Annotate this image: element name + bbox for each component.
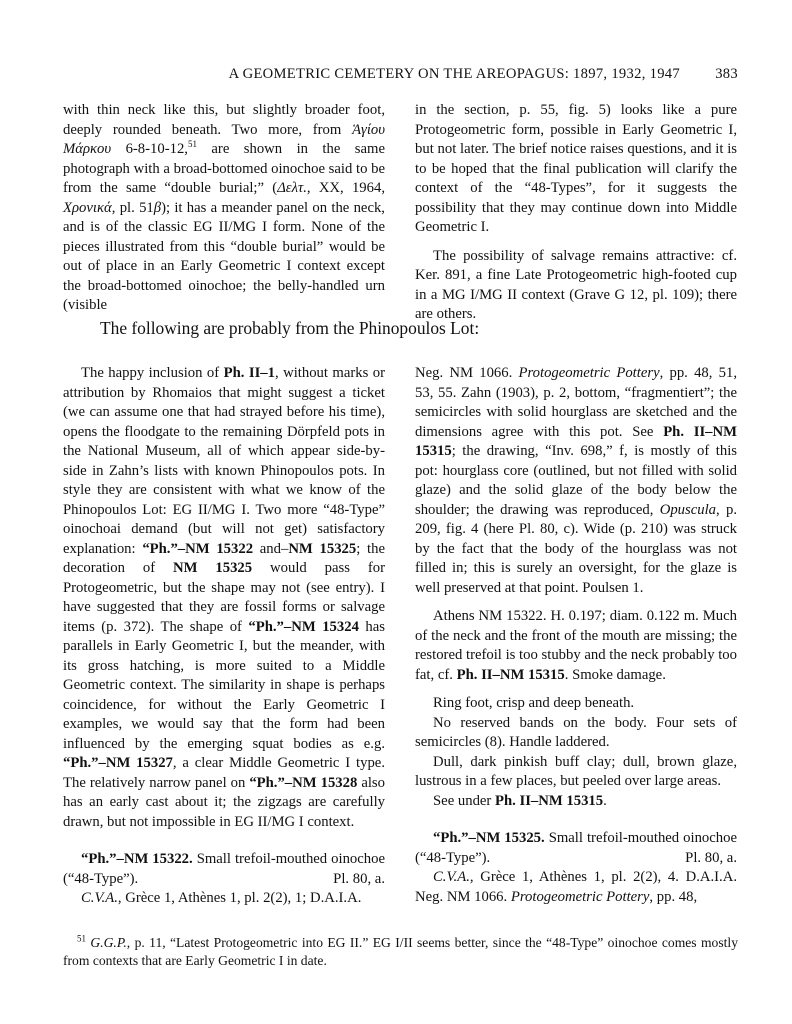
running-head xyxy=(63,66,738,84)
paragraph: Athens NM 15322. H. 0.197; diam. 0.122 m. Much of the neck and the front of the mouth are missing; the restored trefoil is too stubby and the neck probably too fat, cf. Ph. II–NM 15315. Smoke damage. xyxy=(415,608,737,683)
paragraph: Dull, dark pinkish buff clay; dull, brown glaze, lustrous in a few places, but peeled over large areas. xyxy=(415,753,737,789)
paragraph: Ring foot, crisp and deep beneath. xyxy=(433,695,635,711)
catalogue-reference: C.V.A., Grèce 1, Athènes 1, pl. 2(2), 1; D.A.I.A. xyxy=(81,890,362,906)
footnote-number: 51 xyxy=(77,933,86,944)
plate-reference: Pl. 80, a. xyxy=(685,849,737,866)
catalogue-entry: “Ph.”–NM 15322. Small trefoil-mouthed oinochoe (“48-Type”). Pl. 80, a. xyxy=(63,850,385,889)
column-bottom-left xyxy=(63,364,385,909)
column-top-left xyxy=(63,101,385,316)
paragraph: Neg. NM 1066. Protogeometric Pottery, pp. 48, 51, 53, 55. Zahn (1903), p. 2, bottom, “fragmentiert”; the semicircles with solid hourglass are sketched and the dimensions agree with this pot. See Ph. II–NM 15315; the drawing, “Inv. 698,” f, is mostly of this pot: hourglass core (outlined, but not filled with solid glaze) and the solid glaze of the body below the shoulder; the drawing was reproduced, Opuscula, p. 209, fig. 4 (here Pl. 80, c). Wide (p. 210) was struck by the fact that the body of the hourglass was not filled in; this is surely an oversight, for the glaze is well preserved at that point. Poulsen 1. xyxy=(415,365,738,596)
catalogue-reference: C.V.A., Grèce 1, Athènes 1, pl. 2(2), 4. D.A.I.A. Neg. NM 1066. Protogeometric Pottery, pp. 48, xyxy=(415,869,737,905)
running-title: A GEOMETRIC CEMETERY ON THE AREOPAGUS: 1897, 1932, 1947 xyxy=(228,66,680,82)
paragraph: in the section, p. 55, fig. 5) looks like a pure Protogeometric form, possible in Early Geometric I, but not later. The brief notice raises questions, and it is to be hoped that the final publication will clarify the context of the “48-Types”, for it suggests the possibility that they may continue down into Middle Geometric I. xyxy=(415,102,737,235)
column-bottom-right xyxy=(415,364,737,907)
paragraph: The possibility of salvage remains attractive: cf. Ker. 891, a fine Late Protogeometric high-footed cup in a MG I/MG II context (Grave G 12, pl. 109); there are others. xyxy=(415,247,737,322)
footnote: $^{51}$ G.G.P., p. 11, “Latest Protogeometric into EG II.” EG I/II seems better, since the “48-Type” oinochoe comes mostly from contexts that are Early Geometric I in date. xyxy=(63,933,738,968)
paragraph: The happy inclusion of Ph. II–1, without marks or attribution by Rhomaios that might suggest a ticket (we can assume one that had strayed before his time), opens the floodgate to the remaining Dörpfeld pots in the National Museum, all of which appear side-by-side in Zahn’s lists with known Phinopoulos pots. In style they are consistent with what we know of the Phinopoulos Lot: EG II/MG I. Two more “48-Type” oinochoai demand (but will not get) satisfactory explanation: “Ph.”–NM 15322 and–NM 15325; the decoration of NM 15325 would pass for Protogeometric, but the shape may not (see entry). I have suggested that they are fossil forms or salvage items (p. 372). The shape of “Ph.”–NM 15324 has parallels in Early Geometric I, but the meander, with its gross hatching, is more suited to a Middle Geometric context. The similarity in shape is perhaps coincidence, for without the Early Geometric I examples, we would say that the form had been influenced by the emerging squat bodies as e.g. “Ph.”–NM 15327, a clear Middle Geometric I type. The relatively narrow panel on “Ph.”–NM 15328 also has an early cast about it; the zigzags are carefully drawn, but not impossible in EG II/MG I context. xyxy=(63,365,385,830)
footnote-ref[interactable]: 51 xyxy=(187,139,197,150)
paragraph: No reserved bands on the body. Four sets of semicircles (8). Handle laddered. xyxy=(415,714,737,750)
plate-reference: Pl. 80, a. xyxy=(333,870,385,887)
page-number: 383 xyxy=(715,66,738,82)
paragraph: See under Ph. II–NM 15315. xyxy=(433,792,607,809)
section-heading: The following are probably from the Phinopoulos Lot: xyxy=(100,318,480,338)
column-top-right xyxy=(415,101,737,325)
catalogue-entry: “Ph.”–NM 15325. Small trefoil-mouthed oinochoe (“48-Type”). Pl. 80, a. xyxy=(415,829,737,868)
paragraph: with thin neck like this, but slightly broader foot, deeply rounded beneath. Two more, from Ἁγίου Μάρκου 6-8-10-12,51 are shown in the same photograph with a broad-bottomed oinochoe said to be from the same “double burial;” (Δελτ., XX, 1964, Χρονικά, pl. 51β); it has a meander panel on the neck, and is of the classic EG II/MG I form. None of the pieces illustrated from this “double burial” would be out of place in an Early Geometric I context except the broad-bottomed oinochoe; the belly-handled urn (visible xyxy=(63,102,385,313)
